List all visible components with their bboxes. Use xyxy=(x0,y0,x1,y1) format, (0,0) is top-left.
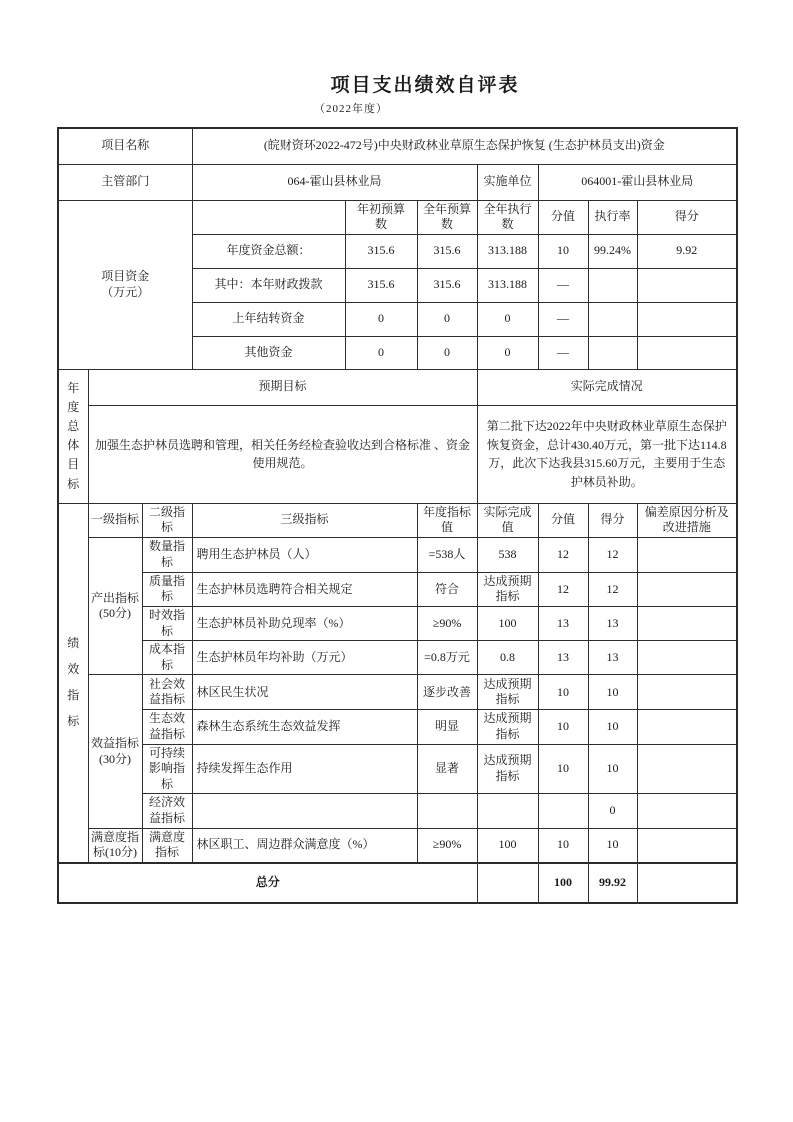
level3-label: 森林生态系统生态效益发挥 xyxy=(192,710,417,744)
expected-goal-text: 加强生态护林员选聘和管理，相关任务经检查验收达到合格标准 、资金使用规范。 xyxy=(88,405,477,503)
actual-result-header: 实际完成情况 xyxy=(477,369,737,405)
actual-value: 达成预期指标 xyxy=(477,710,538,744)
fund-cell-annual: 315.6 xyxy=(417,234,477,268)
target-value: ≥90% xyxy=(417,828,477,863)
weight-value: 13 xyxy=(538,641,588,675)
col-weight: 分值 xyxy=(538,503,588,537)
actual-value: 100 xyxy=(477,828,538,863)
fund-row-label: 年度资金总额： xyxy=(192,234,345,268)
weight-value xyxy=(538,794,588,828)
level2-label: 满意度指标 xyxy=(142,828,192,863)
level2-label: 成本指标 xyxy=(142,641,192,675)
level2-label: 质量指标 xyxy=(142,572,192,606)
fund-cell-annual: 0 xyxy=(417,336,477,369)
indicator-row-economic xyxy=(58,794,737,828)
weight-value: 13 xyxy=(538,607,588,641)
indicator-row-social xyxy=(58,675,737,710)
level3-label: 林区民生状况 xyxy=(192,675,417,710)
col-score: 得分 xyxy=(588,503,637,537)
target-value: ≥90% xyxy=(417,607,477,641)
target-value xyxy=(417,794,477,828)
funds-section-label-line2: （万元） xyxy=(101,284,150,299)
indicator-row-cost xyxy=(58,641,737,675)
actual-value: 538 xyxy=(477,537,538,572)
target-value: =538人 xyxy=(417,537,477,572)
level3-label: 林区职工、周边群众满意度（%） xyxy=(192,828,417,863)
col-level3: 三级指标 xyxy=(192,503,417,537)
deviation-cell xyxy=(637,675,737,710)
annual-goal-section-label: 年度总体目标 xyxy=(58,369,88,503)
indicator-row-satisfaction xyxy=(58,828,737,863)
target-value: 明显 xyxy=(417,710,477,744)
weight-value: 12 xyxy=(538,572,588,606)
score-value: 10 xyxy=(588,675,637,710)
fund-cell-initial: 0 xyxy=(345,302,417,336)
actual-value: 达成预期指标 xyxy=(477,744,538,794)
deviation-cell xyxy=(637,710,737,744)
project-name-value: (皖财资环2022-472号)中央财政林业草原生态保护恢复 (生态护林员支出)资金 xyxy=(192,128,737,164)
fund-col-score: 得分 xyxy=(637,200,737,234)
fund-cell-executed: 0 xyxy=(477,302,538,336)
fund-cell-weight: — xyxy=(538,268,588,302)
fund-cell-executed: 313.188 xyxy=(477,268,538,302)
level3-label: 生态护林员补助兑现率（%） xyxy=(192,607,417,641)
level2-label: 数量指标 xyxy=(142,537,192,572)
level2-label: 时效指标 xyxy=(142,607,192,641)
deviation-cell xyxy=(637,744,737,794)
expected-goal-header: 预期目标 xyxy=(88,369,477,405)
total-deviation-blank xyxy=(637,863,737,903)
fund-cell-weight: — xyxy=(538,336,588,369)
level2-label: 社会效益指标 xyxy=(142,675,192,710)
actual-value: 0.8 xyxy=(477,641,538,675)
actual-value: 达成预期指标 xyxy=(477,675,538,710)
fund-row-label: 其他资金 xyxy=(192,336,345,369)
target-value: 逐步改善 xyxy=(417,675,477,710)
weight-value: 12 xyxy=(538,537,588,572)
fund-cell-weight: — xyxy=(538,302,588,336)
fund-cell-executed: 0 xyxy=(477,336,538,369)
page-title: 项目支出绩效自评表 xyxy=(330,75,520,96)
self-evaluation-table xyxy=(57,127,738,904)
fund-rowlabel-header-blank xyxy=(192,200,345,234)
level3-label: 生态护林员选聘符合相关规定 xyxy=(192,572,417,606)
department-row xyxy=(58,164,737,200)
dept-value: 064-霍山县林业局 xyxy=(192,164,477,200)
project-name-label: 项目名称 xyxy=(58,128,192,164)
actual-value: 100 xyxy=(477,607,538,641)
fund-cell-annual: 0 xyxy=(417,302,477,336)
actual-result-text: 第二批下达2022年中央财政林业草原生态保护恢复资金，总计430.40万元，第一批下达114.8万，此次下达我县315.60万元，主要用于生态护林员补助。 xyxy=(477,405,737,503)
deviation-cell xyxy=(637,828,737,863)
fund-cell-initial: 315.6 xyxy=(345,234,417,268)
level3-label xyxy=(192,794,417,828)
project-name-row xyxy=(58,128,737,164)
fund-cell-score: 9.92 xyxy=(637,234,737,268)
fund-cell-initial: 0 xyxy=(345,336,417,369)
fund-cell-annual: 315.6 xyxy=(417,268,477,302)
level2-label: 经济效益指标 xyxy=(142,794,192,828)
total-label: 总分 xyxy=(58,863,477,903)
funds-section-label xyxy=(58,200,192,369)
deviation-cell xyxy=(637,607,737,641)
fund-col-annual-executed: 全年执行数 xyxy=(477,200,538,234)
level1-benefit-indicator: 效益指标(30分) xyxy=(88,675,142,828)
indicator-row-sustainable xyxy=(58,744,737,794)
col-deviation: 偏差原因分析及改进措施 xyxy=(637,503,737,537)
level2-label: 可持续影响指标 xyxy=(142,744,192,794)
impl-unit-value: 064001-霍山县林业局 xyxy=(538,164,737,200)
fund-cell-weight: 10 xyxy=(538,234,588,268)
fund-cell-exec-rate xyxy=(588,302,637,336)
fund-col-weight: 分值 xyxy=(538,200,588,234)
indicators-section-label: 绩效指标 xyxy=(58,503,88,863)
deviation-cell xyxy=(637,794,737,828)
fund-col-exec-rate: 执行率 xyxy=(588,200,637,234)
fund-header-row xyxy=(58,200,737,234)
indicator-row-quality xyxy=(58,572,737,606)
goal-content-row xyxy=(58,405,737,503)
impl-unit-label: 实施单位 xyxy=(477,164,538,200)
fund-col-annual-budget: 全年预算数 xyxy=(417,200,477,234)
deviation-cell xyxy=(637,641,737,675)
score-value: 10 xyxy=(588,744,637,794)
dept-label: 主管部门 xyxy=(58,164,192,200)
fund-cell-initial: 315.6 xyxy=(345,268,417,302)
col-level2: 二级指标 xyxy=(142,503,192,537)
col-actual: 实际完成值 xyxy=(477,503,538,537)
page-subtitle: （2022年度） xyxy=(314,103,388,115)
actual-value xyxy=(477,794,538,828)
goal-header-row xyxy=(58,369,737,405)
total-score: 99.92 xyxy=(588,863,637,903)
level2-label: 生态效益指标 xyxy=(142,710,192,744)
fund-cell-exec-rate xyxy=(588,268,637,302)
funds-section-label-line1: 项目资金 xyxy=(101,269,150,283)
level3-label: 聘用生态护林员（人） xyxy=(192,537,417,572)
indicator-row-timeliness xyxy=(58,607,737,641)
score-value: 13 xyxy=(588,641,637,675)
fund-row-label: 其中：本年财政拨款 xyxy=(192,268,345,302)
fund-cell-score xyxy=(637,336,737,369)
fund-cell-score xyxy=(637,268,737,302)
total-row xyxy=(58,863,737,903)
target-value: 符合 xyxy=(417,572,477,606)
fund-cell-score xyxy=(637,302,737,336)
indicator-row-quantity xyxy=(58,537,737,572)
level3-label: 生态护林员年均补助（万元） xyxy=(192,641,417,675)
weight-value: 10 xyxy=(538,828,588,863)
score-value: 13 xyxy=(588,607,637,641)
total-weight: 100 xyxy=(538,863,588,903)
fund-cell-exec-rate xyxy=(588,336,637,369)
score-value: 10 xyxy=(588,710,637,744)
level3-label: 持续发挥生态作用 xyxy=(192,744,417,794)
fund-row-label: 上年结转资金 xyxy=(192,302,345,336)
deviation-cell xyxy=(637,572,737,606)
actual-value: 达成预期指标 xyxy=(477,572,538,606)
target-value: 显著 xyxy=(417,744,477,794)
indicator-row-ecological xyxy=(58,710,737,744)
score-value: 10 xyxy=(588,828,637,863)
level1-output-indicator: 产出指标(50分) xyxy=(88,537,142,675)
weight-value: 10 xyxy=(538,744,588,794)
weight-value: 10 xyxy=(538,675,588,710)
deviation-cell xyxy=(637,537,737,572)
score-value: 12 xyxy=(588,572,637,606)
target-value: =0.8万元 xyxy=(417,641,477,675)
score-value: 0 xyxy=(588,794,637,828)
col-target: 年度指标值 xyxy=(417,503,477,537)
fund-cell-exec-rate: 99.24% xyxy=(588,234,637,268)
level1-satisfaction-indicator: 满意度指标(10分) xyxy=(88,828,142,863)
total-actual-blank xyxy=(477,863,538,903)
score-value: 12 xyxy=(588,537,637,572)
indicator-header-row xyxy=(58,503,737,537)
weight-value: 10 xyxy=(538,710,588,744)
fund-cell-executed: 313.188 xyxy=(477,234,538,268)
col-level1: 一级指标 xyxy=(88,503,142,537)
fund-col-initial-budget: 年初预算数 xyxy=(345,200,417,234)
